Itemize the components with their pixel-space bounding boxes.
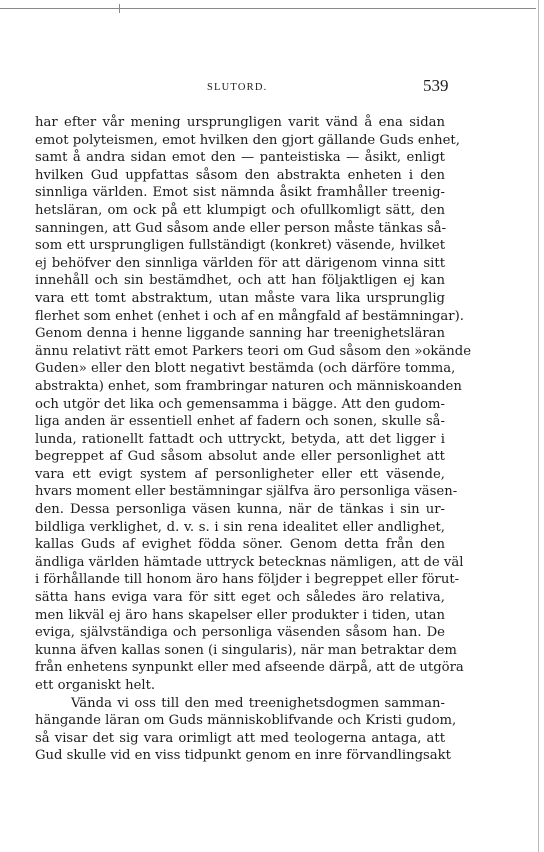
paragraph-start-line: Vända vi oss till den med treenighetsdogmen samman- (71, 695, 445, 711)
text-line: sanningen, att Gud såsom ande eller person måste tänkas så- (35, 220, 447, 236)
text-line: Genom denna i henne liggande sanning har treenighetsläran (35, 326, 445, 342)
text-line: begreppet af Gud såsom absolut ande eller personlighet att (35, 449, 445, 465)
text-line: kunna äfven kallas sonen (i singularis), när man betraktar dem (35, 642, 457, 658)
text-line: sätta hans eviga vara för sitt eget och således äro relativa, (35, 590, 445, 606)
text-line: liga anden är essentiell enhet af fadern och sonen, skulle så- (35, 414, 445, 430)
page-number: 539 (423, 76, 449, 95)
text-line: vara ett evigt system af personligheter eller ett väsende, (35, 466, 445, 482)
text-line: den. Dessa personliga väsen kunna, när de tänkas i sin ur- (35, 502, 445, 518)
running-head: SLUTORD. (207, 82, 268, 93)
text-line: hvars moment eller bestämningar själfva äro personliga väsen- (35, 484, 458, 500)
page-edge (538, 0, 539, 852)
text-line: Gud skulle vid en viss tidpunkt genom en inre förvandlingsakt (35, 748, 451, 764)
text-line: eviga, självständiga och personliga väsenden såsom han. De (35, 625, 445, 641)
text-line: kallas Guds af evighet födda söner. Genom detta från den (35, 537, 445, 553)
text-line: innehåll och sin bestämdhet, och att han följaktligen ej kan (35, 273, 445, 289)
text-line: ännu relativt rätt emot Parkers teori om Gud såsom den »okände (35, 343, 472, 359)
text-line: Guden» eller den blott negativt bestämda (och därföre tomma, (35, 361, 456, 377)
text-line: ändliga världen hämtade uttryck betecknas nämligen, att de väl (35, 554, 464, 570)
body-text (35, 114, 472, 765)
text-line: hängande läran om Guds människoblifvande och Kristi gudom, (35, 713, 457, 729)
text-line: i förhållande till honom äro hans följder i begreppet eller förut- (35, 572, 460, 588)
text-line: lunda, rationellt fattadt och uttryckt, betyda, att det ligger i (35, 431, 445, 447)
top-rule-tick (119, 4, 120, 13)
text-line: hvilken Gud uppfattas såsom den abstrakta enheten i den (35, 167, 445, 183)
top-rule (0, 8, 536, 9)
paragraph-end-line: ett organiskt helt. (35, 678, 156, 693)
text-line: men likväl ej äro hans skapelser eller produkter i tiden, utan (35, 607, 445, 623)
text-line: flerhet som enhet (enhet i och af en mångfald af bestämningar). (35, 308, 464, 324)
text-line: så visar det sig vara orimligt att med teologerna antaga, att (35, 730, 445, 746)
text-line: har efter vår mening ursprungligen varit vänd å ena sidan (35, 115, 445, 130)
text-line: abstrakta) enhet, som frambringar naturen och människoanden (35, 378, 462, 394)
text-line: ej behöfver den sinnliga världen för att därigenom vinna sitt (35, 255, 445, 271)
text-line: hetsläran, om ock på ett klumpigt och ofullkomligt sätt, den (35, 202, 445, 218)
text-line: från enhetens synpunkt eller med afseende därpå, att de utgöra (35, 660, 464, 676)
text-line: sinnliga världen. Emot sist nämnda åsikt framhåller treenig- (35, 185, 445, 201)
text-line: samt å andra sidan emot den — panteistiska — åsikt, enligt (35, 150, 445, 166)
text-line: och utgör det lika och gemensamma i bägge. Att den gudom- (35, 396, 445, 412)
text-line: vara ett tomt abstraktum, utan måste vara lika ursprunglig (35, 290, 445, 306)
text-line: bildliga verklighet, d. v. s. i sin rena idealitet eller andlighet, (35, 519, 445, 535)
text-line: emot polyteismen, emot hvilken den gjort gällande Guds enhet, (35, 132, 460, 148)
text-line: som ett ursprungligen fullständigt (konkret) väsende, hvilket (35, 238, 445, 254)
